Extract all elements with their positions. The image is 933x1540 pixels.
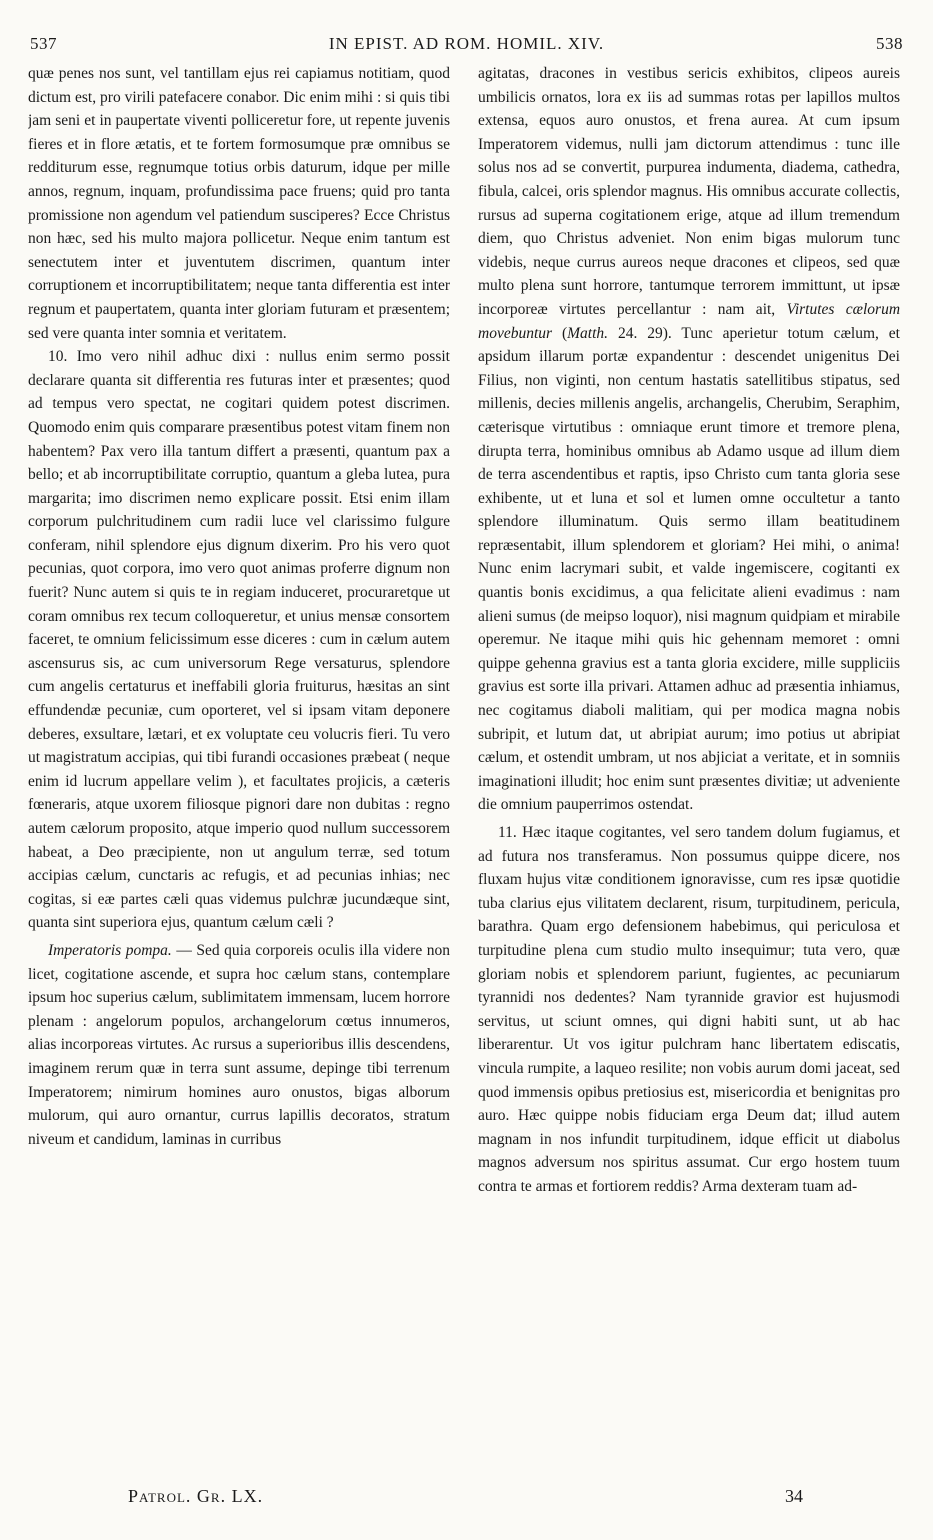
running-title: IN EPIST. AD ROM. HOMIL. XIV. <box>328 34 605 53</box>
paragraph-11: 11. Hæc itaque cogitantes, vel sero tandem dolum fugiamus, et ad futura nos transferamus. Non possumus quippe dicere, nos fluxam hujus vitæ conditionem ignoravisse, cum res ipsæ quotidie tuba clarius ejus vilitatem declarent, risum, turpitudinem, pericula, barathra. Quam ergo defensionem habebimus, qui periculosa et turpitudine plena cum studio multo insequimur; tuta vero, quæ gloriam nobis et splendorem pariunt, fugientes, ac pecuniarum tyrannidi nos dedentes? Nam tyrannide gravior est hujusmodi servitus, ut sciunt omnes, qui digni habiti sunt, ut ab hac liberarentur. Ut vos igitur pulchram hanc libertatem ediscatis, vincula rumpite, a laqueo resilite; non vobis aurum domi jaceat, sed quod immensis opibus pretiosius est, misericordia et benignitas pro auro. Hæc quippe nobis fiduciam erga Deum dat; illud autem magnam in nos infundit turpitudinem, idque efficit ut diabolus magnos adversum nos spiritus assumat. Cur ergo hostem tuum contra te armas et fortiorem reddis? Arma dexteram tuam ad- <box>478 824 900 1195</box>
section-heading-imperatoris-pompa: Imperatoris pompa. <box>48 941 172 959</box>
right-column <box>478 62 900 1472</box>
running-header <box>30 34 903 58</box>
paragraph-body: agitatas, dracones in vestibus sericis exhibitos, clipeos aureis umbilicis ornatos, lora ex iis ad summas rotas per lapillos multos extensa, equos auro onustos, et frena aurea. At cum ipsum Imperatorem videmus, nulli jam dictorum attendimus : tunc ille solus nos ad se convertit, purpurea indumenta, diadema, cathedra, fibula, calcei, oris splendor magnus. His omnibus accurate collectis, rursus ad superna cogitationem erige, atque ad illum tremendum diem, quo Christus adveniet. Non enim bigas mulorum tunc videbis, neque currus aureos neque dracones et clipeos, sed quæ multo plena sunt horrore, tantumque terrorem immittunt, ut ipsæ incorporeæ virtutes percellantur : nam ait, <box>478 65 900 318</box>
paragraph-body: Tunc aperietur totum cælum, et apsidum illarum portæ expandentur : descendet unigenitus Dei Filius, non viginti, non centum hastatis satellitibus stipatus, sed millenis, decies millenis angelis, archangelis, Cherubim, Seraphim, cæterisque virtutibus : omniaque erunt timore et tremore plena, dirupta terra, hominibus omnibus ab Adamo usque ad illum diem de terra ascendentibus et raptis, ipso Christo cum tanta gloria sese exhibente, ut et luna et sol et lumen omne occultetur a tanto splendore illuminatum. Quis sermo illam beatitudinem repræsentabit, illum splendorem et gloriam? Hei mihi, o anima! Nunc enim lacrymari subit, et valde ingemiscere, cogitanti ex quantis bonis excidimus, a qua felicitate alieni evadimus : nam alieni sumus (de meipso loquor), nisi magnum quidpiam et mirabile operemur. Ne itaque mihi quis hic gehennam memoret : omni quippe gehenna gravius est a tanta gloria excidere, mille suppliciis gravius est sorte illa privari. Attamen adhuc ad præsentia inhiamus, nec cogitamus diaboli malitiam, qui per modica magna nobis subripit, et lutum dat, ut abripiat aurum; imo potius ut abripiat cælum, et ostendit umbram, ut nos abjiciat a veritate, et in somniis imaginationi illudit; hoc enim sunt præsentes divitiæ; ut adveniente die omnium pauperrimos ostendat. <box>478 324 900 814</box>
citation-book: Matth. <box>567 324 609 342</box>
page-number-left: 537 <box>30 34 57 53</box>
paragraph-continued-right <box>478 62 900 817</box>
footer-signature: 34 <box>785 1486 803 1506</box>
paragraph-continued: quæ penes nos sunt, vel tantillam ejus rei capiamus notitiam, quod dictum est, pro virili patefacere conabor. Dic enim mihi : si quis tibi jam seni et in paupertate viventi polliceretur fore, ut repente juvenis fieres et in flore ætatis, et te fortem formosumque præ omnibus se redditurum esse, regnumque totius orbis daturum, idque per mille annos, regnum, inquam, profundissima pace fruens; quid pro tanta promissione non agendum vel patiendum susciperes? Ecce Christus non hæc, sed his multo majora pollicetur. Neque enim tantum est senectutem inter et juventutem discrimen, quantum inter corruptionem et incorruptibilitatem; neque tanta differentia est inter regnum et paupertatem, quanta inter gloriam futuram et præsentem; sed vere quanta inter somnia et veritatem. <box>28 65 450 342</box>
left-column <box>28 62 450 1472</box>
page-number-right: 538 <box>876 34 903 53</box>
scripture-quote: Virtutes cælorum movebuntur <box>478 300 900 342</box>
page-footer <box>30 1486 903 1512</box>
citation-number: 24. 29). <box>608 324 682 342</box>
paragraph-10: 10. Imo vero nihil adhuc dixi : nullus enim sermo possit declarare quanta sit differentia res futuras inter et præsentes; quod ad tempus vero spectat, ne cogitari quidem potest discrimen. Quomodo enim quis comparare præsentibus potest vitam finem non habentem? Pax vero illa tantum differt a præsenti, quantum pax a bello; et ab incorruptibilitate corruptio, quantum a gleba lutea, pura margarita; imo discrimen nemo explicare possit. Etsi enim illam corporum pulchritudinem cum radii luce vel clarissimo fulgure conferam, nihil splendore ejus dignum dixerim. Pro his vero quot pecunias, quot corpora, imo vero quot animas proferre dignum non fuerit? Nunc autem si quis te in regiam induceret, procuraretque ut coram omnibus rex tecum colloqueretur, et unius mensæ consortem faceret, te omnium felicissimum esse diceres : cum in cælum autem ascensurus sis, ac cum universorum Rege versaturus, splendore cum angelis certaturus et ineffabili gloria fruiturus, hæsitas an sint effundendæ pecuniæ, cum oporteret, vel si ipsam vitam deponere deberes, exsultare, lætari, et ex voluptate ceu volucris fieri. Tu vero ut magistratum accipias, qui tibi furandi occasiones præbeat ( neque enim id lucrum appellare velim ), et facultates projicis, a cæteris fœneraris, atque uxorem filiosque pignori dare non dubitas : regno autem cælorum proposito, atque imperio quod nullum successorem habeat, a Deo præcipiente, non ut angulum terræ, sed totum accipias cælum, cunctaris ac refugis, et ad pecunias inhias; nec cogitas, si eæ partes cæli quas videmus pulchræ jucundæque sint, quanta sint superiora ejus, quantum cælum cæli ? <box>28 348 450 932</box>
paragraph-body: — Sed quia corporeis oculis illa videre non licet, cogitatione ascende, et supra hoc cælum stans, contemplare ipsum hoc superius cælum, sublimitatem immensam, lucem horrore plenam : angelorum populos, archangelorum cœtus innumeros, alias incorporeas virtutes. Ac rursus a superioribus illis descendens, imaginem rerum quæ in terra sunt assume, depinge tibi terrenum Imperatorem; nimirum homines auro onustos, bigas alborum mulorum, qui auro ornantur, currus lapillis decoratos, stratum niveum et candidum, laminas in curribus <box>28 941 450 1148</box>
paragraph-imperatoris-pompa <box>28 939 450 1151</box>
citation-open: ( <box>552 324 568 342</box>
footer-source: Patrol. Gr. LX. <box>128 1486 264 1506</box>
